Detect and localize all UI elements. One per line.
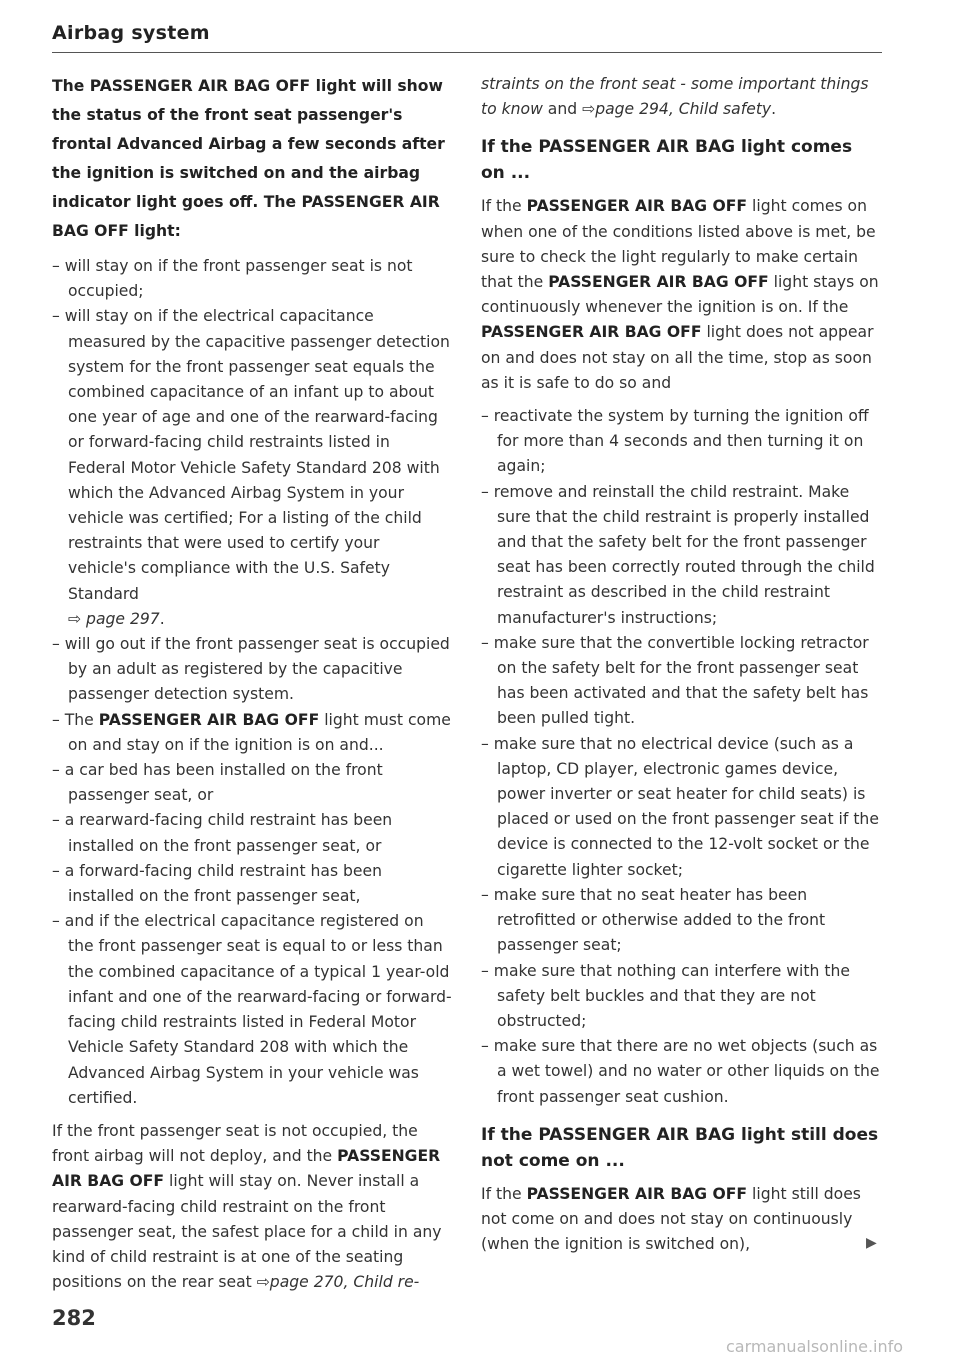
continue-icon: ▶: [866, 1235, 877, 1251]
list-item: – make sure that the convertible locking retractor on the safety belt for the front passenger seat has been activated and that the safety belt has been pulled tight.: [481, 631, 881, 732]
list-item: – a rearward-facing child restraint has been installed on the front passenger seat, or: [52, 808, 452, 858]
paragraph-text: light comes on when one of the conditions listed above is met, be sure to check the light regularly to make certain that the: [481, 197, 876, 292]
list-item: – a car bed has been installed on the front passenger seat, or: [52, 758, 452, 808]
page-link[interactable]: straints on the front seat - some important things to know: [481, 75, 869, 119]
list-item: – will stay on if the front passenger seat is not occupied;: [52, 254, 452, 304]
right-column: [481, 72, 881, 1265]
indicator-name: PASSENGER AIR BAG OFF: [526, 197, 748, 216]
list-item: – make sure that no electrical device (such as a laptop, CD player, electronic games device, power inverter or seat heater for child seats) is placed or used on the front passenger seat if the device is connected to the 12-volt socket or the cigarette lighter socket;: [481, 732, 881, 883]
list-item: – make sure that there are no wet objects (such as a wet towel) and no water or other liquids on the front passenger seat cushion.: [481, 1034, 881, 1110]
header-divider: [52, 52, 882, 53]
subheading: If the PASSENGER AIR BAG light still does not come on ...: [481, 1124, 879, 1171]
paragraph-text: light stays on continuously whenever the ignition is on. If the: [481, 273, 879, 317]
arrow-icon: ⇨: [68, 609, 82, 628]
list-item: – make sure that no seat heater has been retrofitted or otherwise added to the front passenger seat;: [481, 883, 881, 959]
indicator-name: PASSENGER AIR BAG OFF: [52, 1147, 441, 1191]
watermark: carmanualsonline.info: [726, 1337, 904, 1356]
page-link[interactable]: page 270, Child re-: [269, 1273, 420, 1292]
paragraph-text: light still does not come on and does not stay on continuously (when the ignition is switched on),: [481, 1184, 861, 1254]
body-paragraph: [481, 194, 881, 396]
subheading: If the PASSENGER AIR BAG light comes on ...: [481, 137, 853, 184]
page-number: 282: [52, 1306, 96, 1330]
paragraph-text: light will stay on. Never install a rearward-facing child restraint on the front passenger seat, the safest place for a child in any kind of child restraint is at one of the seating positions on the rear seat: [52, 1172, 442, 1292]
left-column: [52, 72, 452, 1303]
action-list: [481, 404, 881, 1110]
indicator-name: PASSENGER AIR BAG OFF: [481, 323, 702, 342]
arrow-icon: ⇨: [256, 1273, 270, 1292]
list-item-text: The: [64, 710, 94, 729]
status-list: [52, 254, 452, 1111]
list-item: – will stay on if the electrical capacitance measured by the capacitive passenger detection system for the front passenger seat equals the combined capacitance of an infant up to about one year of age and one of the rearward-facing or forward-facing child restraints listed in Federal Motor Vehicle Safety Standard 208 with which the Advanced Airbag System in your vehicle was certified; For a listing of the child restraints that were used to certify your vehicle's compliance with the U.S. Safety Standard ⇨ page 297.: [52, 304, 452, 632]
indicator-name: PASSENGER AIR BAG OFF: [548, 273, 769, 292]
indicator-name: PASSENGER AIR BAG OFF: [98, 710, 320, 729]
list-item: – make sure that nothing can interfere with the safety belt buckles and that they are not obstructed;: [481, 959, 881, 1035]
body-paragraph: [481, 1182, 881, 1258]
section-title: Airbag system: [52, 22, 210, 44]
paragraph-text: If the front passenger seat is not occupied, the front airbag will not deploy, and the: [52, 1121, 418, 1166]
paragraph-text: If the: [481, 197, 522, 216]
body-paragraph: [52, 1119, 452, 1295]
page-link[interactable]: page 297: [86, 609, 160, 628]
indicator-name: PASSENGER AIR BAG OFF: [526, 1184, 748, 1203]
list-item: – reactivate the system by turning the ignition off for more than 4 seconds and then turning it on again;: [481, 404, 881, 480]
paragraph-text: and: [547, 100, 578, 119]
list-item-text: will stay on if the electrical capacitance measured by the capacitive passenger detection system for the front passenger seat equals the combined capacitance of an infant up to about one year of age and one of the rearward-facing or forward-facing child restraints listed in Federal Motor Vehicle Safety Standard 208 with which the Advanced Airbag System in your vehicle was certified; For a listing of the child restraints that were used to certify your vehicle's compliance with the U.S. Safety Standard: [64, 307, 450, 603]
arrow-icon: ⇨: [582, 100, 596, 119]
page-link[interactable]: page 294, Child safety: [595, 100, 772, 119]
paragraph-text: light does not appear on and does not stay on all the time, stop as soon as it is safe to do so and: [481, 323, 874, 392]
list-item-text: light must come on and stay on if the ignition is on and...: [68, 710, 451, 754]
list-item: – remove and reinstall the child restraint. Make sure that the child restraint is properly installed and that the safety belt for the front passenger seat has been correctly routed through the child restraint as described in the child restraint manufacturer's instructions;: [481, 480, 881, 631]
intro-paragraph: The PASSENGER AIR BAG OFF light will show the status of the front seat passenger's frontal Advanced Airbag a few seconds after the ignition is switched on and the airbag indicator light goes off. The PASSENGER AIR BAG OFF light:: [52, 77, 445, 240]
continued-paragraph: straints on the front seat - some important things to know and ⇨page 294, Child safety.: [481, 75, 869, 119]
list-item: [52, 708, 452, 758]
list-item: – will go out if the front passenger seat is occupied by an adult as registered by the capacitive passenger detection system.: [52, 632, 452, 708]
list-item: – a forward-facing child restraint has been installed on the front passenger seat,: [52, 859, 452, 909]
paragraph-text: If the: [481, 1184, 522, 1203]
list-item: – and if the electrical capacitance registered on the front passenger seat is equal to or less than the combined capacitance of a typical 1 year-old infant and one of the rearward-facing or forward-facing child restraints listed in Federal Motor Vehicle Safety Standard 208 with which the Advanced Airbag System in your vehicle was certified.: [52, 909, 452, 1111]
